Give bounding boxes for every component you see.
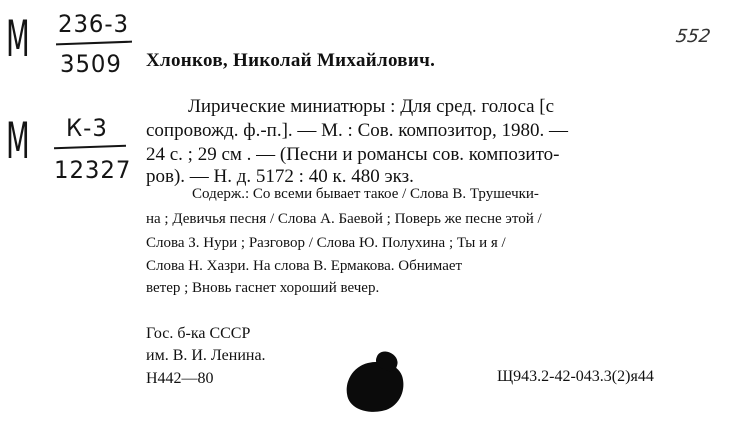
card-punch-hole (341, 356, 409, 419)
classification-index: Щ943.2-42-043.3(2)я44 (497, 368, 654, 385)
shelfmark-2-bottom: 12327 (54, 156, 132, 184)
contents-line-5: ветер ; Вновь гаснет хороший вечер. (146, 280, 380, 296)
corner-note: 552 (674, 26, 712, 47)
library-line-2: им. В. И. Ленина. (146, 347, 266, 364)
shelfmark-1-bottom: 3509 (60, 50, 122, 78)
description-line-2: сопровожд. ф.-п.]. — М. : Сов. композитор, 1980. — (146, 120, 569, 141)
contents-line-3: Слова З. Нури ; Разговор / Слова Ю. Полухина ; Ты и я / (146, 235, 506, 251)
shelfmark-letter-1: М (6, 10, 30, 68)
library-line-3: Н442—80 (146, 370, 214, 387)
library-line-1: Гос. б-ка СССР (146, 325, 251, 342)
contents-line-4: Слова Н. Хазри. На слова В. Ермакова. Обнимает (146, 258, 463, 274)
shelfmark-letter-2: М (6, 112, 30, 170)
contents-line-2: на ; Девичья песня / Слова А. Баевой ; Поверь же песне этой / (146, 211, 542, 227)
shelfmark-1-rule (56, 41, 132, 46)
shelfmark-2-rule (54, 145, 126, 150)
shelfmark-1-top: 236-3 (58, 10, 130, 38)
author-heading: Хлонков, Николай Михайлович. (146, 50, 436, 71)
description-line-3: 24 с. ; 29 см . — (Песни и романсы сов. композито- (146, 144, 560, 165)
description-line-4: ров). — Н. д. 5172 : 40 к. 480 экз. (146, 166, 414, 187)
description-line-1: Лирические миниатюры : Для сред. голоса [с (188, 96, 555, 117)
contents-line-1: Содерж.: Со всеми бывает такое / Слова В. Трушечки- (192, 186, 539, 202)
shelfmark-2-top: К-3 (66, 114, 108, 142)
